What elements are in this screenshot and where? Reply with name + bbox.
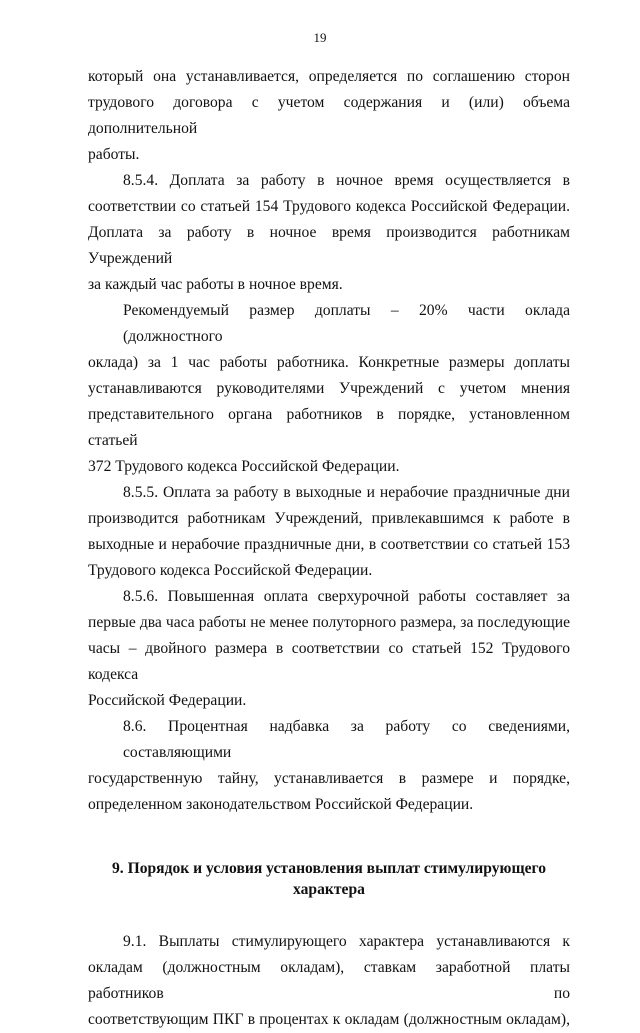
text-line: 9.1. Выплаты стимулирующего характера устанавливаются к xyxy=(123,933,570,950)
text-line: соответствующим ПКГ в процентах к окладам (должностным окладам), xyxy=(88,1011,570,1028)
text-line: Доплата за работу в ночное время производится работникам Учреждений xyxy=(88,224,570,267)
paragraph-8-6 xyxy=(88,714,570,818)
text-line: устанавливаются руководителями Учреждений с учетом мнения xyxy=(88,380,570,397)
paragraph-8-5-4 xyxy=(88,168,570,298)
section-heading xyxy=(88,858,570,900)
section-heading-line: 9. Порядок и условия установления выплат стимулирующего xyxy=(111,860,547,877)
text-line: Рекомендуемый размер доплаты – 20% части оклада (должностного xyxy=(123,302,570,345)
text-line: Трудового кодекса Российской Федерации. xyxy=(88,562,373,579)
text-line: оклада) за 1 час работы работника. Конкретные размеры доплаты xyxy=(88,354,570,371)
paragraph-8-5-5 xyxy=(88,480,570,584)
section-heading-line: характера xyxy=(293,881,365,898)
text-line: выходные и нерабочие праздничные дни, в соответствии со статьей 153 xyxy=(88,536,570,553)
text-line: определенном законодательством Российской Федерации. xyxy=(88,796,474,813)
text-line: 8.5.6. Повышенная оплата сверхурочной работы составляет за xyxy=(123,588,570,605)
text-line: представительного органа работников в порядке, установленном статьей xyxy=(88,406,570,449)
paragraph-continuation xyxy=(88,64,570,168)
text-line: часы – двойного размера в соответствии со статьей 152 Трудового кодекса xyxy=(88,640,570,683)
text-line: трудового договора с учетом содержания и (или) объема дополнительной xyxy=(88,94,570,137)
paragraph-8-5-6 xyxy=(88,584,570,714)
page-content xyxy=(88,64,570,1033)
text-line: соответствии со статьей 154 Трудового кодекса Российской Федерации. xyxy=(88,198,570,215)
text-line: первые два часа работы не менее полуторного размера, за последующие xyxy=(88,614,570,631)
paragraph-9-1 xyxy=(88,929,570,1033)
text-line: который она устанавливается, определяется по соглашению сторон xyxy=(88,68,570,85)
page-number: 19 xyxy=(313,30,327,45)
text-line: 8.5.4. Доплата за работу в ночное время осуществляется в xyxy=(123,172,570,189)
text-line: за каждый час работы в ночное время. xyxy=(88,276,343,293)
text-line: 372 Трудового кодекса Российской Федерации. xyxy=(88,458,400,475)
text-line: 8.6. Процентная надбавка за работу со сведениями, составляющими xyxy=(123,718,570,761)
paragraph-night-rate xyxy=(88,298,570,480)
text-line: производится работникам Учреждений, привлекавшимся к работе в xyxy=(88,510,570,527)
text-line: Российской Федерации. xyxy=(88,692,247,709)
text-line: государственную тайну, устанавливается в размере и порядке, xyxy=(88,770,570,787)
text-line: работы. xyxy=(88,146,140,163)
text-line: 8.5.5. Оплата за работу в выходные и нерабочие праздничные дни xyxy=(123,484,570,501)
text-line: окладам (должностным окладам), ставкам заработной платы работников по xyxy=(88,959,570,1002)
